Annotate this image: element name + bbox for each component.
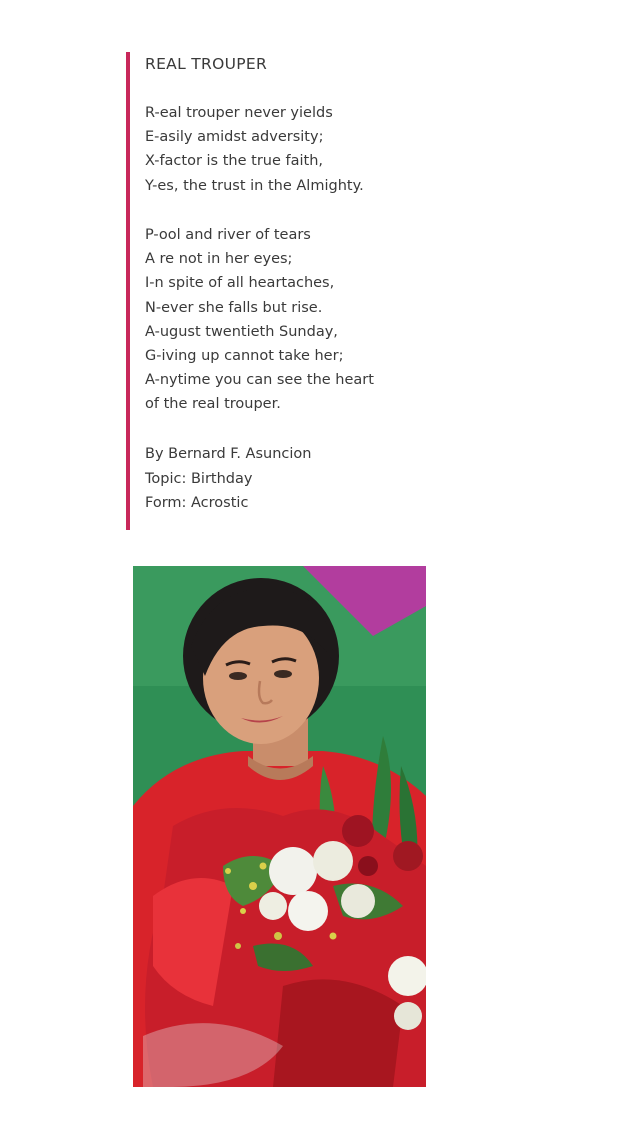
poem-line: A-nytime you can see the heart: [145, 372, 374, 389]
poem-line: of the real trouper.: [145, 396, 281, 413]
poem-block: [126, 52, 456, 530]
poem-line: A re not in her eyes;: [145, 251, 293, 268]
poem-line: Y-es, the trust in the Almighty.: [145, 177, 364, 194]
topic-line: Topic: Birthday: [145, 470, 253, 487]
poem-title: REAL TROUPER: [145, 55, 268, 73]
poem-line: G-iving up cannot take her;: [145, 347, 344, 364]
stanza-1: [145, 101, 364, 198]
photo-illustration: [133, 566, 426, 1087]
form-line: Form: Acrostic: [145, 495, 249, 511]
poem-line: R-eal trouper never yields: [145, 105, 333, 121]
stanza-2: [145, 223, 374, 417]
poem-line: A-ugust twentieth Sunday,: [145, 323, 338, 340]
poem-line: E-asily amidst adversity;: [145, 129, 324, 146]
poem-line: P-ool and river of tears: [145, 227, 311, 243]
author-line: By Bernard F. Asuncion: [145, 446, 312, 462]
poem-line: I-n spite of all heartaches,: [145, 275, 335, 292]
poem-line: N-ever she falls but rise.: [145, 299, 323, 316]
byline: [145, 442, 311, 516]
woman-with-bouquet-image: [133, 566, 426, 1087]
poem-line: X-factor is the true faith,: [145, 153, 324, 170]
